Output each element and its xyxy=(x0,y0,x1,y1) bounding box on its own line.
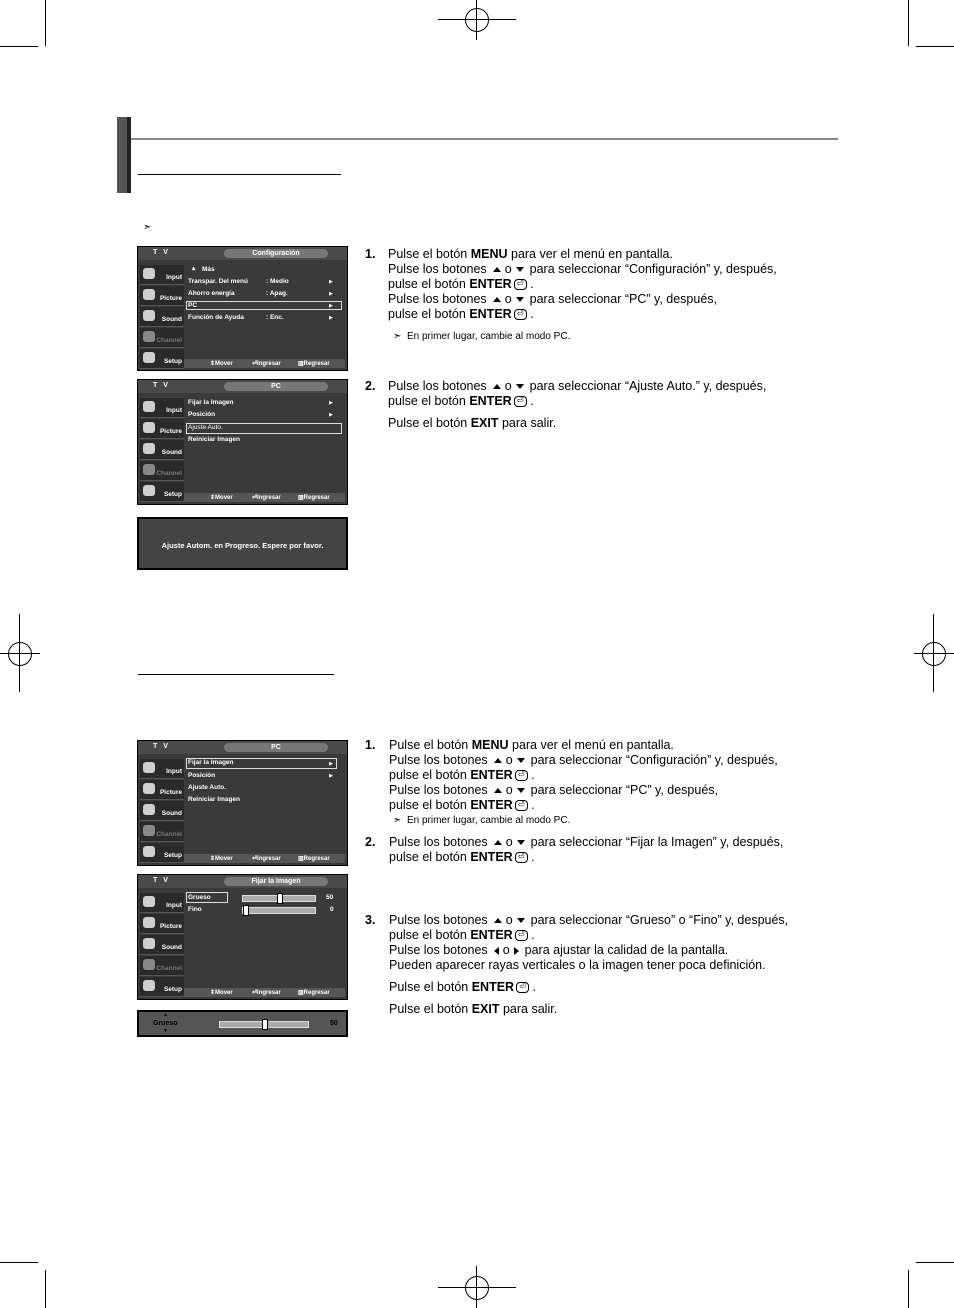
osd-menu-value: : Medio xyxy=(266,278,289,285)
osd-right-arrow-icon: ▶ xyxy=(329,412,333,418)
step-number: 2. xyxy=(365,379,376,393)
osd-tv-label: T V xyxy=(153,877,170,884)
osd-menu-item: Más xyxy=(202,266,215,273)
sound-icon xyxy=(143,443,155,454)
osd-setting-value: 0 xyxy=(330,906,334,913)
osd-sidebar-channel: Channel xyxy=(140,822,184,842)
osd-sidebar-channel: Channel xyxy=(140,956,184,976)
osd-sidebar-picture: Picture xyxy=(140,286,184,306)
osd-sidebar-sound: Sound xyxy=(140,801,184,821)
osd-setting-label: Grueso xyxy=(188,894,211,901)
registration-mark xyxy=(914,653,954,654)
instruction-line: Pulse el botón MENU para ver el menú en pantalla. xyxy=(388,247,673,261)
osd-selection-highlight xyxy=(186,301,342,310)
header-rule xyxy=(131,138,838,140)
sound-icon xyxy=(143,938,155,949)
osd-menu-item: Reiniciar Imagen xyxy=(188,436,241,443)
osd-slider-grueso xyxy=(242,895,316,902)
osd-footer xyxy=(184,493,345,502)
osd-menu-item: Ajuste Auto. xyxy=(188,784,227,791)
enter-icon: ⏎ xyxy=(515,800,528,811)
osd-menu-item: Ajuste Auto. xyxy=(188,424,223,431)
osd-sidebar-input: Input xyxy=(140,893,184,913)
osd-setting-value: 50 xyxy=(330,1020,338,1027)
instruction-line: Pulse el botón MENU para ver el menú en pantalla. xyxy=(389,738,674,752)
down-arrow-icon xyxy=(517,840,525,845)
registration-mark xyxy=(438,1287,516,1288)
down-arrow-icon xyxy=(517,918,525,923)
instruction-line: Pulse los botones o para seleccionar “Fijar la Imagen” y, después, xyxy=(389,835,784,849)
osd-down-arrow-icon: ▼ xyxy=(163,1028,168,1034)
channel-icon xyxy=(143,464,155,475)
section-rule xyxy=(138,674,334,675)
instruction-line: Pulse los botones o para ajustar la calidad de la pantalla. xyxy=(389,943,729,957)
osd-title: Fijar la Imagen xyxy=(224,877,328,886)
osd-menu-item: Transpar. Del menú xyxy=(188,278,248,285)
step-number: 1. xyxy=(365,247,376,261)
instruction-line: pulse el botón ENTER ⏎ . xyxy=(388,277,534,291)
instruction-line: pulse el botón ENTER ⏎ . xyxy=(389,798,535,812)
note-arrow-icon: ➣ xyxy=(393,815,402,826)
enter-icon: ⏎ xyxy=(514,309,527,320)
instruction-line: Pulse el botón EXIT para salir. xyxy=(389,1002,558,1016)
up-arrow-icon xyxy=(493,384,501,389)
osd-sidebar-setup: Setup xyxy=(140,843,184,863)
osd-slider-fino xyxy=(242,907,316,914)
osd-tv-label: T V xyxy=(153,249,170,256)
instruction-line: pulse el botón ENTER ⏎ . xyxy=(388,307,534,321)
channel-icon xyxy=(143,825,155,836)
osd-slider-grueso xyxy=(219,1021,309,1028)
osd-screen-pc xyxy=(137,740,348,866)
instruction-line: pulse el botón ENTER ⏎ . xyxy=(388,394,534,408)
osd-title: Configuración xyxy=(224,249,328,258)
osd-setting-label: Fino xyxy=(188,906,202,913)
registration-mark xyxy=(19,614,20,692)
registration-mark xyxy=(922,642,946,666)
osd-return-hint: ▥ Regresar xyxy=(298,990,330,996)
setup-icon xyxy=(143,352,155,363)
step-number: 3. xyxy=(365,913,376,927)
osd-right-arrow-icon: ▶ xyxy=(329,400,333,406)
osd-footer xyxy=(184,988,345,997)
enter-icon: ⏎ xyxy=(516,982,529,993)
crop-mark xyxy=(908,1270,909,1308)
osd-sidebar-sound: Sound xyxy=(140,440,184,460)
osd-right-arrow-icon: ▶ xyxy=(329,315,333,321)
channel-icon xyxy=(143,959,155,970)
osd-grueso-bar xyxy=(137,1010,348,1037)
osd-enter-hint: ⏎ Ingresar xyxy=(252,856,281,862)
osd-slider-knob xyxy=(277,893,283,904)
osd-menu-item: Ahorro energía xyxy=(188,290,235,297)
osd-menu-value: : Enc. xyxy=(266,314,284,321)
osd-menu-item: PC xyxy=(188,302,198,309)
down-arrow-icon xyxy=(516,384,524,389)
osd-title: PC xyxy=(224,382,328,391)
picture-icon xyxy=(143,917,155,928)
instruction-line: Pulse los botones o para seleccionar “Grueso” o “Fino” y, después, xyxy=(389,913,789,927)
registration-mark xyxy=(476,0,477,40)
instruction-line: Pulse los botones o para seleccionar “PC” y, después, xyxy=(388,292,717,306)
input-icon xyxy=(143,762,155,773)
osd-setting-value: 50 xyxy=(326,894,334,901)
down-arrow-icon xyxy=(517,758,525,763)
instruction-line: Pulse los botones o para seleccionar “PC” y, después, xyxy=(389,783,718,797)
osd-progress-message-box xyxy=(137,517,348,570)
osd-move-hint: ⇕ Mover xyxy=(210,495,233,501)
crop-mark xyxy=(45,1270,46,1308)
registration-mark xyxy=(465,1276,489,1300)
instruction-line: pulse el botón ENTER ⏎ . xyxy=(389,850,535,864)
osd-menu-item: Reiniciar Imagen xyxy=(188,796,241,803)
osd-slider-knob xyxy=(262,1019,268,1030)
osd-enter-hint: ⏎ Ingresar xyxy=(252,361,281,367)
osd-footer xyxy=(184,854,345,863)
osd-enter-hint: ⏎ Ingresar xyxy=(252,990,281,996)
enter-icon: ⏎ xyxy=(514,396,527,407)
osd-sidebar-setup: Setup xyxy=(140,482,184,502)
instruction-line: Pulse el botón EXIT para salir. xyxy=(388,416,557,430)
down-arrow-icon xyxy=(516,297,524,302)
osd-sidebar-input: Input xyxy=(140,398,184,418)
right-arrow-icon xyxy=(514,947,519,955)
setup-icon xyxy=(143,846,155,857)
osd-sidebar-picture: Picture xyxy=(140,914,184,934)
instruction-line: Pulse los botones o para seleccionar “Configuración” y, después, xyxy=(389,753,778,767)
crop-mark xyxy=(0,46,38,47)
picture-icon xyxy=(143,422,155,433)
osd-menu-item: Fijar la Imagen xyxy=(188,399,234,406)
up-arrow-icon xyxy=(493,267,501,272)
setup-icon xyxy=(143,485,155,496)
instruction-line: Pueden aparecer rayas verticales o la imagen tener poca definición. xyxy=(389,958,766,972)
osd-sidebar-picture: Picture xyxy=(140,419,184,439)
registration-mark xyxy=(476,1266,477,1308)
left-arrow-icon xyxy=(494,947,499,955)
enter-icon: ⏎ xyxy=(515,770,528,781)
section-rule xyxy=(138,174,341,175)
crop-mark xyxy=(916,46,954,47)
osd-sidebar-input: Input xyxy=(140,759,184,779)
input-icon xyxy=(143,268,155,279)
picture-icon xyxy=(143,289,155,300)
osd-tv-label: T V xyxy=(153,743,170,750)
up-arrow-icon xyxy=(493,297,501,302)
picture-icon xyxy=(143,783,155,794)
sound-icon xyxy=(143,310,155,321)
osd-sidebar xyxy=(140,889,184,997)
osd-enter-hint: ⏎ Ingresar xyxy=(252,495,281,501)
osd-right-arrow-icon: ▶ xyxy=(329,303,333,309)
osd-right-arrow-icon: ▶ xyxy=(329,773,333,779)
down-arrow-icon xyxy=(516,267,524,272)
instruction-line: Pulse los botones o para seleccionar “Ajuste Auto.” y, después, xyxy=(388,379,767,393)
registration-mark xyxy=(438,19,516,20)
registration-mark xyxy=(465,8,489,32)
osd-slider-knob xyxy=(243,905,249,916)
osd-sidebar-setup: Setup xyxy=(140,349,184,369)
note-arrow-icon: ➣ xyxy=(393,331,402,342)
setup-icon xyxy=(143,980,155,991)
instruction-line: pulse el botón ENTER ⏎ . xyxy=(389,928,535,942)
osd-right-arrow-icon: ▶ xyxy=(329,279,333,285)
registration-mark xyxy=(0,653,40,654)
osd-sidebar xyxy=(140,261,184,368)
enter-icon: ⏎ xyxy=(514,279,527,290)
up-arrow-icon xyxy=(494,758,502,763)
note: ➣ En primer lugar, cambie al modo PC. xyxy=(393,331,571,342)
osd-menu-item: Posición xyxy=(188,411,216,418)
osd-right-arrow-icon: ▶ xyxy=(329,291,333,297)
osd-setting-label: Grueso xyxy=(153,1020,178,1027)
osd-sidebar-sound: Sound xyxy=(140,307,184,327)
up-arrow-icon xyxy=(494,918,502,923)
step-number: 1. xyxy=(365,738,376,752)
osd-sidebar-picture: Picture xyxy=(140,780,184,800)
instruction-line: Pulse el botón ENTER ⏎ . xyxy=(389,980,537,994)
osd-sidebar-channel: Channel xyxy=(140,328,184,348)
osd-screen-fijar-imagen xyxy=(137,874,348,1000)
note-arrow-icon: ➣ xyxy=(143,222,152,233)
osd-screen-configuracion xyxy=(137,246,348,371)
osd-return-hint: ▥ Regresar xyxy=(298,361,330,367)
up-arrow-icon xyxy=(494,840,502,845)
osd-move-hint: ⇕ Mover xyxy=(210,856,233,862)
osd-right-arrow-icon: ▶ xyxy=(329,761,333,767)
registration-mark xyxy=(8,642,32,666)
osd-footer xyxy=(184,359,345,368)
crop-mark xyxy=(916,1262,954,1263)
osd-sidebar-sound: Sound xyxy=(140,935,184,955)
osd-sidebar-input: Input xyxy=(140,265,184,285)
instruction-line: pulse el botón ENTER ⏎ . xyxy=(389,768,535,782)
osd-up-arrow-icon: ▴ xyxy=(192,265,196,272)
osd-menu-item: Función de Ayuda xyxy=(188,314,244,321)
osd-sidebar xyxy=(140,755,184,863)
osd-sidebar-setup: Setup xyxy=(140,977,184,997)
sound-icon xyxy=(143,804,155,815)
osd-move-hint: ⇕ Mover xyxy=(210,990,233,996)
input-icon xyxy=(143,896,155,907)
enter-icon: ⏎ xyxy=(515,930,528,941)
osd-return-hint: ▥ Regresar xyxy=(298,495,330,501)
input-icon xyxy=(143,401,155,412)
enter-icon: ⏎ xyxy=(515,852,528,863)
header-side-bar xyxy=(127,117,131,193)
registration-mark xyxy=(933,614,934,692)
osd-return-hint: ▥ Regresar xyxy=(298,856,330,862)
osd-sidebar xyxy=(140,394,184,502)
osd-menu-value: : Apag. xyxy=(266,290,288,297)
osd-move-hint: ⇕ Mover xyxy=(210,361,233,367)
osd-sidebar-channel: Channel xyxy=(140,461,184,481)
crop-mark xyxy=(45,0,46,46)
osd-tv-label: T V xyxy=(153,382,170,389)
instruction-line: Pulse los botones o para seleccionar “Configuración” y, después, xyxy=(388,262,777,276)
osd-menu-item: Fijar la Imagen xyxy=(188,759,234,766)
osd-title: PC xyxy=(224,743,328,752)
down-arrow-icon xyxy=(517,788,525,793)
osd-screen-pc xyxy=(137,379,348,505)
up-arrow-icon xyxy=(494,788,502,793)
osd-menu-item: Posición xyxy=(188,772,216,779)
crop-mark xyxy=(0,1262,38,1263)
osd-progress-message: Ajuste Autom. en Progreso. Espere por favor. xyxy=(161,541,324,550)
crop-mark xyxy=(908,0,909,46)
osd-up-arrow-icon: ▲ xyxy=(163,1012,168,1018)
note: ➣ En primer lugar, cambie al modo PC. xyxy=(393,815,571,826)
channel-icon xyxy=(143,331,155,342)
step-number: 2. xyxy=(365,835,376,849)
